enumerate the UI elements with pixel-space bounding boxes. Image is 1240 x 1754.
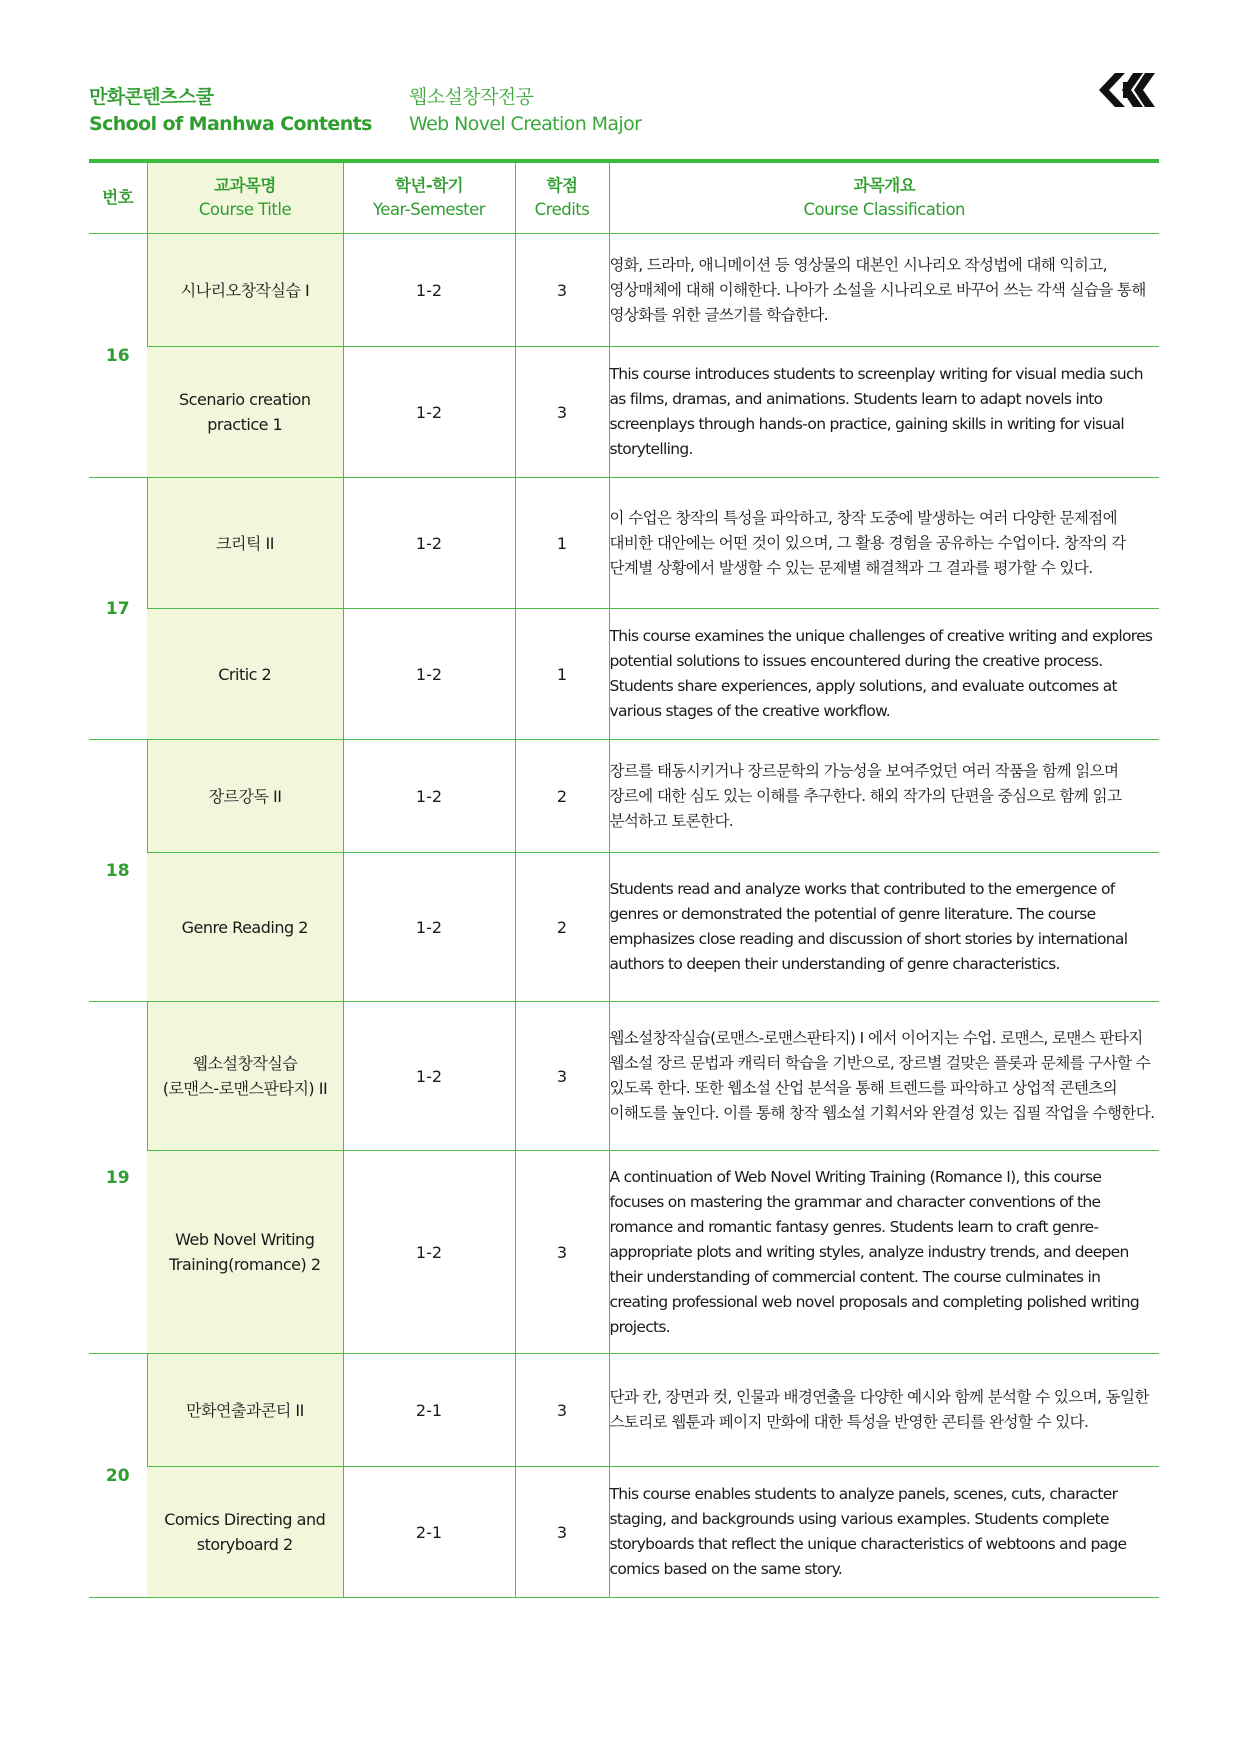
- header-credits-ko: 학점: [546, 176, 578, 195]
- course-title-line: Genre Reading 2: [181, 917, 308, 937]
- header-course-title-en: Course Title: [198, 200, 292, 219]
- table-row: [89, 1002, 1159, 1151]
- course-title-ko: [147, 1354, 343, 1467]
- course-title-line: 장르강독 II: [208, 786, 282, 806]
- header-year-semester: [343, 163, 515, 234]
- course-title-line: Critic 2: [218, 664, 272, 684]
- credits: 1: [515, 478, 609, 609]
- credits: 2: [515, 740, 609, 853]
- table-row: [89, 853, 1159, 1002]
- header-credits: [515, 163, 609, 234]
- course-title-en: [147, 1467, 343, 1598]
- header-course-title: [147, 163, 343, 234]
- major-name-en: Web Novel Creation Major: [409, 113, 642, 135]
- credits: 3: [515, 234, 609, 347]
- header-description-en: Course Classification: [803, 200, 966, 219]
- year-semester: 1-2: [343, 853, 515, 1002]
- course-description-en: This course examines the unique challenges of creative writing and explores potential solutions to issues encountered during the creative process. Students share experiences, apply solutions, and evaluate outcomes at various stages of the creative workflow.: [609, 609, 1159, 740]
- course-description-ko: 장르를 태동시키거나 장르문학의 가능성을 보여주었던 여러 작품을 함께 읽으며 장르에 대한 심도 있는 이해를 추구한다. 해외 작가의 단편을 중심으로 함께 읽고 분석하고 토론한다.: [609, 740, 1159, 853]
- course-title-line: 웹소설창작실습: [192, 1054, 298, 1073]
- year-semester: 1-2: [343, 347, 515, 478]
- credits: 3: [515, 1467, 609, 1598]
- year-semester: 1-2: [343, 609, 515, 740]
- credits: 3: [515, 1354, 609, 1467]
- course-title-line: 크리틱 II: [216, 533, 274, 553]
- course-number: 20: [89, 1354, 147, 1598]
- page-header: [89, 84, 1159, 144]
- course-number: 16: [89, 234, 147, 478]
- year-semester: 1-2: [343, 478, 515, 609]
- course-description-ko: 이 수업은 창작의 특성을 파악하고, 창작 도중에 발생하는 여러 다양한 문제점에 대비한 대안에는 어떤 것이 있으며, 그 활용 경험을 공유하는 수업이다. 창작의 각 단계별 상황에서 발생할 수 있는 문제별 해결책과 그 결과를 평가할 수 있다.: [609, 478, 1159, 609]
- course-title-ko: [147, 1002, 343, 1151]
- course-title-line: (로맨스-로맨스판타지) II: [162, 1079, 328, 1098]
- course-title-en: [147, 609, 343, 740]
- course-description-en: This course enables students to analyze panels, scenes, cuts, character staging, and backgrounds using various examples. Students complete storyboards that reflect the unique characteristics of webtoons and page comics based on the same story.: [609, 1467, 1159, 1598]
- table-row: [89, 1467, 1159, 1598]
- table-row: [89, 347, 1159, 478]
- credits: 3: [515, 347, 609, 478]
- table-row: [89, 740, 1159, 853]
- header-course-title-ko: 교과목명: [214, 176, 276, 195]
- course-title-ko: [147, 740, 343, 853]
- course-title-en: [147, 1151, 343, 1354]
- course-title-line: Training(romance) 2: [168, 1255, 321, 1274]
- course-title-line: 만화연출과콘티 II: [186, 1400, 304, 1420]
- ck-logo-icon: [1095, 70, 1159, 110]
- table-row: [89, 1354, 1159, 1467]
- year-semester: 1-2: [343, 740, 515, 853]
- header-year-semester-ko: 학년-학기: [394, 176, 464, 195]
- year-semester: 1-2: [343, 1002, 515, 1151]
- header-num-label: 번호: [102, 188, 134, 207]
- major-name: [409, 84, 641, 138]
- course-description-ko: 웹소설창작실습(로맨스-로맨스판타지) I 에서 이어지는 수업. 로맨스, 로맨스 판타지 웹소설 장르 문법과 캐릭터 학습을 기반으로, 장르별 걸맞은 플롯과 문체를 구사할 수 있도록 한다. 또한 웹소설 산업 분석을 통해 트렌드를 파악하고 상업적 콘텐츠의 이해도를 높인다. 이를 통해 창작 웹소설 기획서와 완결성 있는 집필 작업을 수행한다.: [609, 1002, 1159, 1151]
- credits: 3: [515, 1151, 609, 1354]
- table-row: [89, 234, 1159, 347]
- course-title-line: storyboard 2: [196, 1535, 293, 1554]
- year-semester: 1-2: [343, 234, 515, 347]
- course-description-ko: 영화, 드라마, 애니메이션 등 영상물의 대본인 시나리오 작성법에 대해 익히고, 영상매체에 대해 이해한다. 나아가 소설을 시나리오로 바꾸어 쓰는 각색 실습을 통해 영상화를 위한 글쓰기를 학습한다.: [609, 234, 1159, 347]
- school-name-ko: 만화콘텐츠스쿨: [89, 86, 214, 108]
- header-num: [89, 163, 147, 234]
- course-title-line: practice 1: [207, 415, 283, 434]
- school-name-en: School of Manhwa Contents: [89, 113, 372, 135]
- year-semester: 2-1: [343, 1354, 515, 1467]
- course-description-en: This course introduces students to screenplay writing for visual media such as films, dramas, and animations. Students learn to adapt novels into screenplays through hands-on practice, gaining skills in writing for visual storytelling.: [609, 347, 1159, 478]
- credits: 3: [515, 1002, 609, 1151]
- course-title-line: Comics Directing and: [164, 1510, 326, 1529]
- course-number: 18: [89, 740, 147, 1002]
- header-description: [609, 163, 1159, 234]
- credits: 2: [515, 853, 609, 1002]
- course-table: [89, 163, 1159, 1598]
- school-name: [89, 84, 372, 138]
- course-title-en: [147, 853, 343, 1002]
- course-title-line: 시나리오창작실습 I: [180, 280, 310, 300]
- table-header-row: [89, 163, 1159, 234]
- header-credits-en: Credits: [534, 200, 590, 219]
- course-number: 17: [89, 478, 147, 740]
- course-title-ko: [147, 478, 343, 609]
- course-title-line: Scenario creation: [179, 390, 311, 409]
- course-description-en: Students read and analyze works that contributed to the emergence of genres or demonstrated the potential of genre literature. The course emphasizes close reading and discussion of short stories by international authors to deepen their understanding of genre characteristics.: [609, 853, 1159, 1002]
- table-row: [89, 1151, 1159, 1354]
- header-year-semester-en: Year-Semester: [372, 200, 486, 219]
- course-title-en: [147, 347, 343, 478]
- course-title-ko: [147, 234, 343, 347]
- course-number: 19: [89, 1002, 147, 1354]
- header-description-ko: 과목개요: [853, 176, 916, 195]
- major-name-ko: 웹소설창작전공: [409, 86, 534, 108]
- year-semester: 1-2: [343, 1151, 515, 1354]
- table-row: [89, 609, 1159, 740]
- table-row: [89, 478, 1159, 609]
- course-description-ko: 단과 칸, 장면과 컷, 인물과 배경연출을 다양한 예시와 함께 분석할 수 있으며, 동일한 스토리로 웹툰과 페이지 만화에 대한 특성을 반영한 콘티를 완성할 수 있다.: [609, 1354, 1159, 1467]
- course-title-line: Web Novel Writing: [175, 1230, 315, 1249]
- course-description-en: A continuation of Web Novel Writing Training (Romance I), this course focuses on mastering the grammar and character conventions of the romance and romantic fantasy genres. Students learn to craft genre-appropriate plots and writing styles, analyze industry trends, and deepen their understanding of commercial content. The course culminates in creating professional web novel proposals and completing polished writing projects.: [609, 1151, 1159, 1354]
- credits: 1: [515, 609, 609, 740]
- year-semester: 2-1: [343, 1467, 515, 1598]
